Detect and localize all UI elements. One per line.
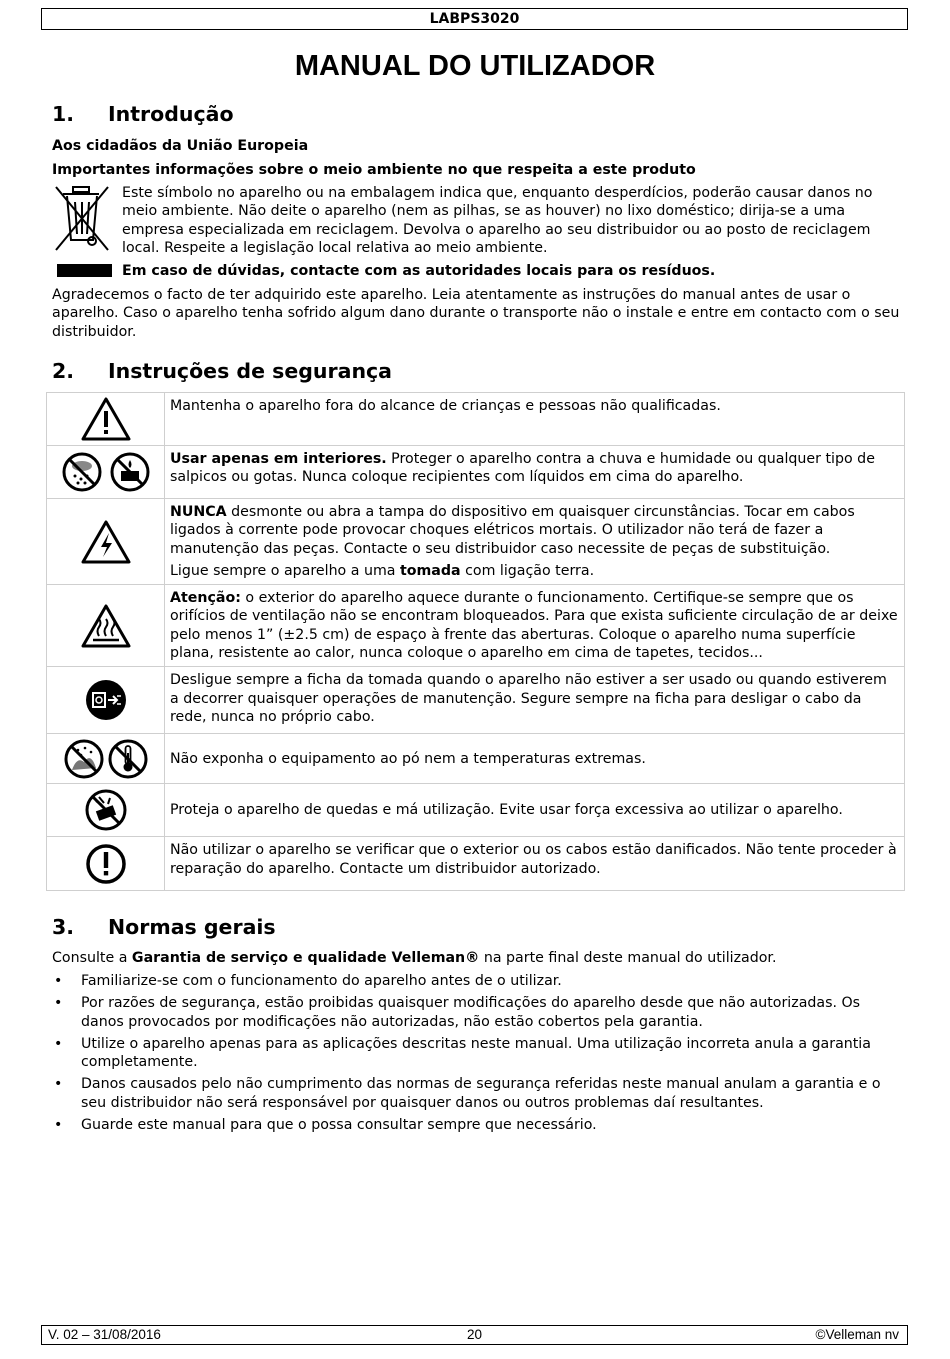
safety-bold: Usar apenas em interiores.	[170, 451, 387, 467]
warranty-note	[52, 949, 907, 967]
safety-row	[47, 784, 905, 837]
section-3-heading	[52, 915, 276, 939]
local-authorities-note: Em caso de dúvidas, contacte com as autoridades locais para os resíduos.	[122, 263, 716, 279]
safety-row	[47, 667, 905, 734]
safety-row	[47, 393, 905, 446]
footer-copyright: ©Velleman nv	[815, 1327, 899, 1342]
safety-bold: tomada	[399, 562, 461, 579]
page-title: MANUAL DO UTILIZADOR	[294, 50, 656, 82]
weee-text: Este símbolo no aparelho ou na embalagem indica que, enquanto desperdícios, poderão causar danos no meio ambiente. Não deite o aparelho (nem as pilhas, se as houver) no lixo doméstico; dirija-se a uma empresa especializada em reciclagem. Devolva o aparelho ao seu distribuidor ou ao posto de reciclagem local. Respeite a legislação local relativa ao meio ambiente.	[122, 185, 873, 256]
section-number: 1.	[52, 102, 75, 126]
warranty-note-text: Consulte a	[52, 950, 132, 966]
safety-table	[46, 392, 905, 891]
safety-text: Mantenha o aparelho fora do alcance de crianças e pessoas não qualificadas.	[170, 398, 721, 414]
safety-text: Proteger o aparelho contra a chuva e humidade ou qualquer tipo de salpicos ou gotas. Nunca coloque recipientes com líquidos em cima do aparelho.	[170, 451, 875, 486]
footer-page-number: 20	[467, 1327, 483, 1342]
no-liquids-icon	[109, 451, 151, 493]
safety-text: Não utilizar o aparelho se verificar que o exterior ou os cabos estão danificados. Não tente proceder à reparação do aparelho. Contacte um distribuidor autorizado.	[170, 842, 897, 877]
section-title: Normas gerais	[108, 915, 276, 939]
list-item: • Familiarize-se com o funcionamento do aparelho antes de o utilizar.	[52, 972, 902, 990]
no-rain-icon	[61, 451, 103, 493]
section-number: 3.	[52, 915, 75, 939]
weee-bin-icon	[53, 184, 111, 252]
section-title: Introdução	[108, 102, 234, 126]
safety-text: Não exponha o equipamento ao pó nem a temperaturas extremas.	[170, 750, 646, 767]
thanks-paragraph: Agradecemos o facto de ter adquirido este aparelho. Leia atentamente as instruções do manual antes de usar o aparelho. Caso o aparelho tenha sofrido algum dano durante o transporte não o instale e entre em contacto com o seu distribuidor.	[52, 287, 900, 340]
environment-heading: Importantes informações sobre o meio ambiente no que respeita a este produto	[52, 162, 696, 178]
list-item: • Danos causados pelo não cumprimento das normas de segurança referidas neste manual anulam a garantia e o seu distribuidor não será responsável por quaisquer danos ou outros problemas daí resultantes.	[52, 1075, 902, 1112]
no-dust-icon	[63, 738, 105, 780]
safety-row	[47, 585, 905, 667]
electric-shock-icon	[80, 519, 132, 565]
safety-bold: NUNCA	[170, 504, 227, 520]
warranty-link-text: Garantia de serviço e qualidade Velleman®	[131, 950, 480, 966]
page-footer	[41, 1325, 908, 1345]
list-item: • Por razões de segurança, estão proibidas quaisquer modificações do aparelho desde que não autorizadas. Os danos provocados por modificações não autorizadas, não estão cobertos pela garantia.	[52, 994, 902, 1031]
general-rules-list	[52, 972, 902, 1138]
section-2-heading	[52, 359, 392, 383]
safety-row	[47, 734, 905, 784]
warranty-note-text: na parte final deste manual do utilizador.	[479, 950, 777, 966]
no-shock-icon	[84, 788, 128, 832]
section-1-heading	[52, 102, 234, 126]
safety-row	[47, 446, 905, 499]
safety-row	[47, 499, 905, 585]
safety-text: Ligue sempre o aparelho a uma	[170, 562, 400, 579]
safety-row	[47, 837, 905, 891]
caution-icon	[85, 843, 127, 885]
eu-citizens-heading: Aos cidadãos da União Europeia	[52, 138, 309, 154]
footer-version: V. 02 – 31/08/2016	[48, 1327, 161, 1342]
list-item: • Utilize o aparelho apenas para as aplicações descritas neste manual. Uma utilização incorreta anula a garantia completamente.	[52, 1035, 902, 1072]
safety-text: com ligação terra.	[460, 562, 595, 579]
safety-bold: Atenção:	[170, 590, 241, 607]
safety-text: Proteja o aparelho de quedas e má utilização. Evite usar força excessiva ao utilizar o aparelho.	[170, 802, 843, 819]
safety-text: o exterior do aparelho aquece durante o funcionamento. Certifique-se sempre que os orifícios de ventilação não se encontram bloqueados. Para que exista suficiente circulação de ar deixe pelo menos 1” (±2.5 cm) de espaço à frente das aberturas. Coloque o aparelho numa superfície plana, resistente ao calor, nunca coloque o aparelho em cima de tapetes, tecidos...	[170, 590, 898, 662]
section-number: 2.	[52, 359, 75, 383]
section-title: Instruções de segurança	[108, 359, 393, 383]
list-item: • Guarde este manual para que o possa consultar sempre que necessário.	[52, 1116, 902, 1134]
warning-triangle-icon	[80, 396, 132, 442]
safety-text: Desligue sempre a ficha da tomada quando o aparelho não estiver a ser usado ou quando estiverem a decorrer quaisquer operações de manutenção. Segure sempre na ficha para desligar o cabo da rede, nunca no próprio cabo.	[170, 672, 887, 725]
header-model: LABPS3020	[41, 8, 908, 30]
no-extreme-temperature-icon	[107, 738, 149, 780]
weee-bar	[57, 264, 112, 277]
hot-surface-icon	[80, 603, 132, 649]
safety-text: desmonte ou abra a tampa do dispositivo em quaisquer circunstâncias. Tocar em cabos ligados à corrente pode provocar choques elétricos mortais. O utilizador não terá de fazer a manutenção das peças. Contacte o seu distribuidor caso necessite de peças de substituição.	[170, 504, 855, 557]
unplug-icon	[84, 678, 128, 722]
